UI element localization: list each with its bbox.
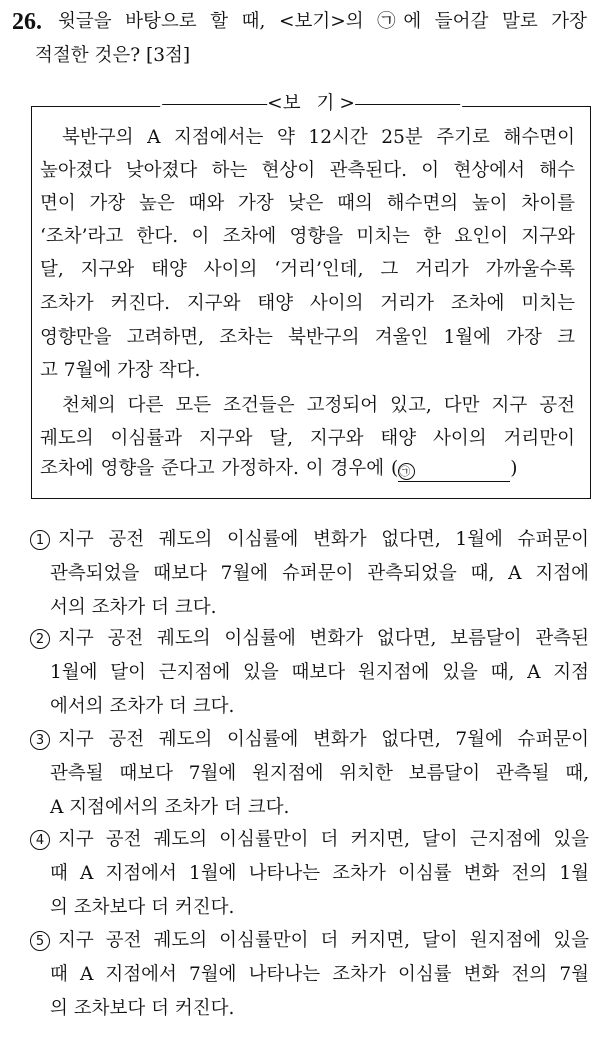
question-number: 26. bbox=[12, 9, 42, 35]
option-3-line-1[interactable]: 지구 공전 궤도의 이심률에 변화가 없다면, 7월에 슈퍼문이 bbox=[58, 729, 589, 750]
option-1-line-1[interactable]: 지구 공전 궤도의 이심률에 변화가 없다면, 1월에 슈퍼문이 bbox=[58, 529, 589, 550]
bogi-line-10: 궤도의 이심률과 지구와 달, 지구와 태양 사이의 거리만이 bbox=[40, 428, 575, 449]
option-5-line-1[interactable]: 지구 공전 궤도의 이심률만이 더 커지면, 달이 원지점에 있을 bbox=[58, 930, 589, 951]
option-5-line-2: 때 A 지점에서 7월에 나타나는 조차가 이심률 변화 전의 7월 bbox=[50, 964, 589, 985]
answer-blank bbox=[398, 462, 510, 482]
question-stem-line-1: 윗글을 바탕으로 할 때, <보기>의 ㉠에 들어갈 말로 가장 bbox=[58, 11, 587, 32]
option-1-line-3: 서의 조차가 더 크다. bbox=[50, 597, 217, 618]
option-3-marker[interactable]: 3 bbox=[30, 730, 50, 750]
option-4-line-3: 의 조차보다 더 커진다. bbox=[50, 897, 235, 918]
option-1-marker[interactable]: 1 bbox=[30, 530, 50, 550]
bogi-title: <보 기> bbox=[160, 95, 462, 114]
option-5-marker[interactable]: 5 bbox=[30, 931, 50, 951]
blank-marker: ㉠ bbox=[398, 463, 415, 480]
bogi-line-4: ‘조차’라고 한다. 이 조차에 영향을 미치는 한 요인이 지구와 bbox=[40, 226, 575, 247]
option-2-line-3: 에서의 조차가 더 크다. bbox=[50, 696, 235, 717]
bogi-line-2: 높아졌다 낮아졌다 하는 현상이 관측된다. 이 현상에서 해수 bbox=[40, 160, 575, 181]
option-1-line-2: 관측되었을 때보다 7월에 슈퍼문이 관측되었을 때, A 지점에 bbox=[50, 563, 589, 584]
bogi-line-7: 영향만을 고려하면, 조차는 북반구의 겨울인 1월에 가장 크 bbox=[40, 327, 575, 348]
bogi-line-5: 달, 지구와 태양 사이의 ‘거리’인데, 그 거리가 가까울수록 bbox=[40, 259, 575, 280]
question-stem-line-2: 적절한 것은? [3점] bbox=[35, 45, 191, 66]
option-4-marker[interactable]: 4 bbox=[30, 830, 50, 850]
option-5-line-3: 의 조차보다 더 커진다. bbox=[50, 998, 235, 1019]
bogi-line-3: 면이 가장 높은 때와 가장 낮은 때의 해수면의 높이 차이를 bbox=[40, 193, 575, 214]
option-4-line-2: 때 A 지점에서 1월에 나타나는 조차가 이심률 변화 전의 1월 bbox=[50, 863, 589, 884]
option-2-marker[interactable]: 2 bbox=[30, 629, 50, 649]
bogi-line-9: 천체의 다른 모든 조건들은 고정되어 있고, 다만 지구 공전 bbox=[62, 395, 575, 416]
bogi-line-6: 조차가 커진다. 지구와 태양 사이의 거리가 조차에 미치는 bbox=[40, 293, 575, 314]
bogi-line-8: 고 7월에 가장 작다. bbox=[40, 360, 201, 381]
option-4-line-1[interactable]: 지구 공전 궤도의 이심률만이 더 커지면, 달이 근지점에 있을 bbox=[58, 829, 589, 850]
option-3-line-2: 관측될 때보다 7월에 원지점에 위치한 보름달이 관측될 때, bbox=[50, 763, 589, 784]
option-2-line-2: 1월에 달이 근지점에 있을 때보다 원지점에 있을 때, A 지점 bbox=[50, 662, 589, 683]
option-3-line-3: A 지점에서의 조차가 더 크다. bbox=[50, 797, 290, 818]
option-2-line-1[interactable]: 지구 공전 궤도의 이심률에 변화가 없다면, 보름달이 관측된 bbox=[58, 628, 589, 649]
bogi-line-1: 북반구의 A 지점에서는 약 12시간 25분 주기로 해수면이 bbox=[62, 127, 575, 148]
bogi-last-line: 조차에 영향을 준다고 가정하자. 이 경우에 (㉠ ) bbox=[40, 460, 575, 480]
